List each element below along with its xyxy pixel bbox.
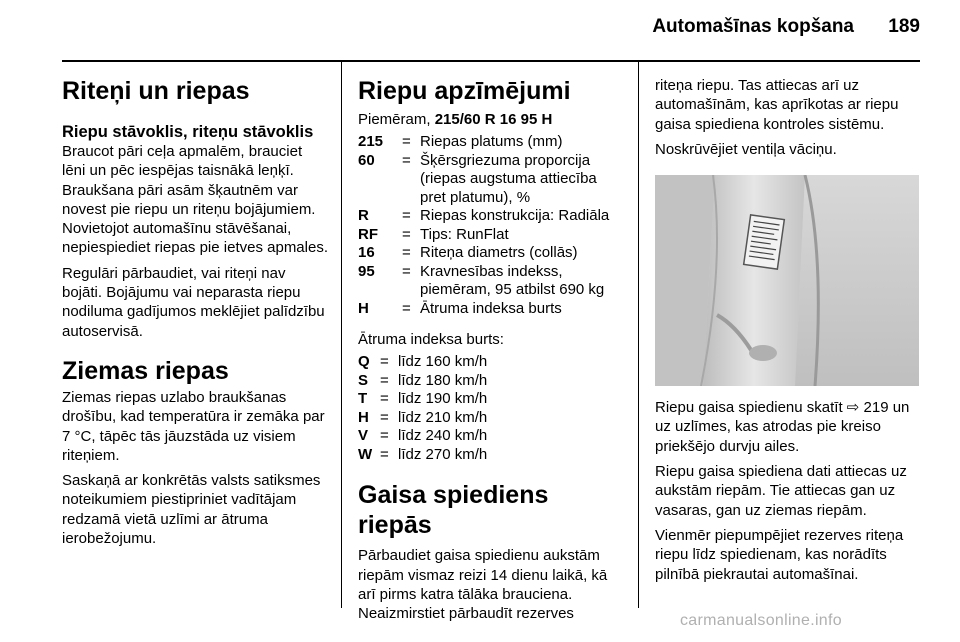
column-1: [62, 62, 328, 548]
column-2: [358, 62, 624, 623]
section-title-tyre-designations: Riepu apzīmējumi: [358, 77, 571, 105]
paragraph: Vienmēr piepumpējiet rezerves riteņa riepu līdz spiedienam, kas norādīts pilnībā piekrautai automašīnai.: [655, 526, 904, 583]
list-item: 215 = Riepas platums (mm): [358, 133, 563, 150]
example-code: 215/60 R 16 95 H: [434, 111, 553, 128]
example-line: [358, 110, 624, 129]
paragraph: Ziemas riepas uzlabo braukšanas drošību, kad temperatūra ir zemāka par 7 °C, tāpēc tās jāuzstāda uz visiem riteņiem.: [62, 388, 325, 464]
paragraph: Riepu gaisa spiedienu skatīt ⇨ 219 un uz uzlīmes, kas atrodas pie kreiso priekšējo durvju ailes.: [655, 399, 910, 455]
list-item: 60 = Šķērsgriezuma proporcija (riepas augstuma attiecība pret platumu), %: [358, 151, 597, 206]
section-title-tyre-pressure: Gaisa spiediens riepās: [358, 481, 549, 540]
section-title-winter-tyres: Ziemas riepas: [62, 356, 229, 385]
paragraph: Regulāri pārbaudiet, vai riteņi nav bojāti. Bojājumu vai neparasta riepu nodiluma gadījumos meklējiet palīdzību autoservisā.: [62, 264, 325, 340]
paragraph: Riepu gaisa spiediena dati attiecas uz aukstām riepām. Tie attiecas gan uz vasaras, gan uz ziemas riepām.: [655, 463, 907, 519]
paragraph: Noskrūvējiet ventiļa vāciņu.: [655, 140, 837, 158]
section-title-wheels-tyres: Riteņi un riepas: [62, 77, 250, 105]
column-divider: [341, 62, 342, 608]
list-item: H = Ātruma indeksa burts: [358, 299, 562, 317]
list-item: RF = Tips: RunFlat: [358, 225, 509, 243]
list-item: 95 = Kravnesības indekss, piemēram, 95 atbilst 690 kg: [358, 262, 605, 298]
page-number: 189: [888, 16, 920, 37]
column-divider: [638, 62, 639, 608]
list-item: V = līdz 240 km/h: [358, 427, 488, 445]
list-item: Q = līdz 160 km/h: [358, 353, 488, 371]
paragraph: riteņa riepu. Tas attiecas arī uz automašīnām, kas aprīkotas ar riepu gaisa spiediena kontroles sistēmu.: [655, 77, 899, 133]
list-item: T = līdz 190 km/h: [358, 390, 488, 408]
speed-index-list: [358, 353, 624, 464]
watermark: carmanualsonline.info: [680, 612, 842, 629]
running-header-title: Automašīnas kopšana: [652, 16, 854, 37]
designation-list: [358, 133, 624, 318]
list-item: H = līdz 210 km/h: [358, 408, 488, 426]
list-item: 16 = Riteņa diametrs (collās): [358, 244, 578, 261]
subsection-title-tyre-condition: Riepu stāvoklis, riteņu stāvoklis: [62, 123, 314, 141]
paragraph: Pārbaudiet gaisa spiedienu aukstām riepām vismaz reizi 14 dienu laikā, kā arī pirms katra tālāka brauciena. Neaizmirstiet pārbaudīt rezerves: [358, 547, 608, 623]
speed-index-heading: Ātruma indeksa burts:: [358, 331, 504, 348]
door-pillar-illustration: [655, 175, 919, 386]
door-pillar-tyre-label-photo: [655, 175, 919, 386]
column-3: [655, 62, 920, 584]
example-prefix: Piemēram,: [358, 111, 431, 128]
list-item: W = līdz 270 km/h: [358, 445, 488, 463]
list-item: S = līdz 180 km/h: [358, 371, 488, 389]
paragraph: Saskaņā ar konkrētās valsts satiksmes noteikumiem piestipriniet vadītājam redzamā vietā uzlīmi ar ātruma ierobežojumu.: [62, 472, 321, 548]
paragraph: Braucot pāri ceļa apmalēm, brauciet lēni un pēc iespējas taisnākā leņķī. Braukšana pāri asām šķautnēm var novest pie riepu un riteņu bojājumiem. Novietojot automašīnu stāvēšanai, nepiespiediet riepas pie ietves apmales.: [62, 143, 328, 257]
list-item: R = Riepas konstrukcija: Radiāla: [358, 207, 610, 224]
